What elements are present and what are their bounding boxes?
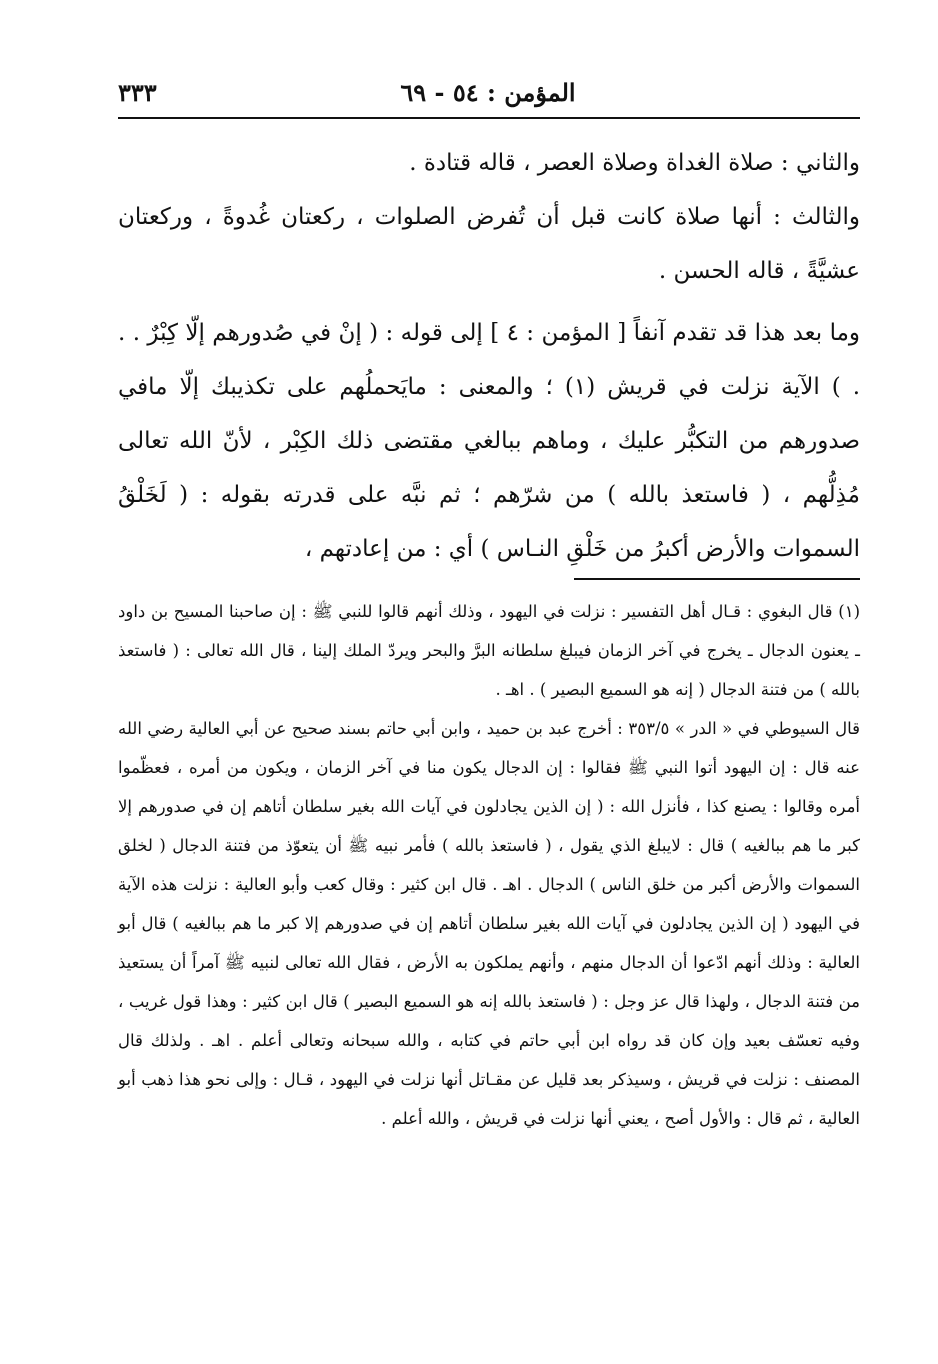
running-head: المؤمن : ٥٤ - ٦٩	[400, 78, 576, 107]
header-rule	[118, 117, 860, 119]
body-paragraph: وما بعد هذا قد تقدم آنفاً [ المؤمن : ٤ ] إلى قوله : ( إنْ في صُدورهم إلّا كِبْرٌ . . . ) الآية نزلت في قريش (١) ؛ والمعنى : مايَحملُهم على تكذيبك إلّا مافي صدورهم من التكبُّر عليك ، وماهم ببالغي مقتضى ذلك الكِبْر ، لأنّ الله تعالى مُذِلُّهم ، ( فاستعذ بالله ) من شرّهم ؛ ثم نبَّه على قدرته بقوله : ( لَخَلْقُ السموات والأرض أكبرُ من خَلْقِ النـاس ) أي : من إعادتهم ،	[118, 320, 861, 562]
footnotes	[118, 592, 860, 1138]
body-paragraph: والثالث : أنها صلاة كانت قبل أن تُفرض الصلوات ، ركعتان غُدوةً ، وركعتان عشيَّةً ، قاله الحسن .	[118, 204, 860, 284]
main-text	[118, 136, 860, 576]
footnote-rule	[574, 578, 860, 580]
footnote-paragraph: قال السيوطي في « الدر » ٣٥٣/٥ : أخرج عبد بن حميد ، وابن أبي حاتم بسند صحيح عن أبي العالية رضي الله عنه قال : إن اليهود أتوا النبي ﷺ فقالوا : إن الدجال يكون منا في آخر الزمان ، ويكون من أمره ، فعظّموا أمره وقالوا : يصنع كذا ، فأنزل الله : ( إن الذين يجادلون في آيات الله بغير سلطان أتاهم إن في صدورهم إلا كبر ما هم ببالغيه ) قال : لايبلغ الذي يقول ، ( فاستعذ بالله ) فأمر نبيه ﷺ أن يتعوّذ من فتنة الدجال ( لخلق السموات والأرض أكبر من خلق الناس ) الدجال . اهـ . قال ابن كثير : وقال كعب وأبو العالية : نزلت هذه الآية في اليهود ( إن الذين يجادلون في آيات الله بغير سلطان أتاهم إن في صدورهم إلا كبر ما هم ببالغيه ) قال أبو العالية : وذلك أنهم ادّعوا أن الدجال منهم ، وأنهم يملكون به الأرض ، فقال الله تعالى لنبيه ﷺ آمراً أن يستعيذ من فتنة الدجال ، ولهذا قال عز وجل : ( فاستعذ بالله إنه هو السميع البصير ) قال ابن كثير : وهذا قول غريب ، وفيه تعسّف بعيد وإن كان قد رواه ابن أبي حاتم في كتابه ، والله سبحانه وتعالى أعلم . اهـ . ولذلك قال المصنف : نزلت في قريش ، وسيذكر بعد قليل عن مقـاتل أنها نزلت في اليهود ، قـال : وإلى نحو هذا ذهب أبو العالية ، ثم قال : والأول أصح ، يعني أنها نزلت في قريش ، والله أعلم .	[118, 719, 861, 1128]
body-paragraph: والثاني : صلاة الغداة وصلاة العصر ، قاله قتادة .	[409, 150, 860, 176]
page-header	[118, 78, 858, 108]
footnote-paragraph: (١) قال البغوي : قـال أهل التفسير : نزلت في اليهود ، وذلك أنهم قالوا للنبي ﷺ : إن صاحبنا المسيح بن داود ـ يعنون الدجال ـ يخرج في آخر الزمان فيبلغ سلطانه البرَّ والبحر ويردّ الملك إلينا ، قال الله تعالى : ( فاستعذ بالله ) من فتنة الدجال ( إنه هو السميع البصير ) . اهـ .	[118, 602, 860, 699]
page-number: ٣٣٣	[118, 78, 157, 107]
